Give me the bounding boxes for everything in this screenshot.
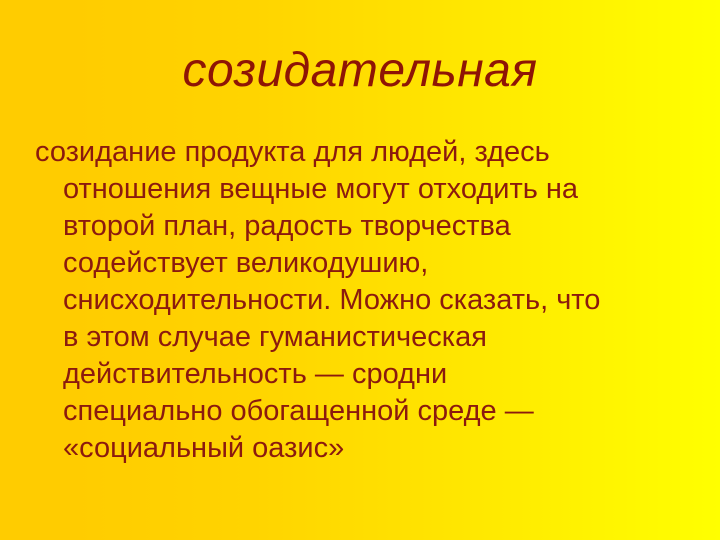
- body-line: отношения вещные могут отходить на: [63, 173, 579, 205]
- body-line: созидание продукта для людей, здесь: [35, 136, 550, 168]
- slide-body-text: [35, 134, 710, 467]
- body-line: «социальный оазис»: [63, 432, 345, 464]
- body-line: в этом случае гуманистическая: [63, 321, 487, 353]
- body-line: содействует великодушию,: [63, 247, 429, 279]
- body-line: специально обогащенной среде —: [63, 395, 534, 427]
- body-line: снисходительности. Можно сказать, что: [63, 284, 601, 316]
- body-line: второй план, радость творчества: [63, 210, 511, 242]
- body-line: действительность — сродни: [63, 358, 448, 390]
- slide-title: созидательная: [182, 44, 538, 97]
